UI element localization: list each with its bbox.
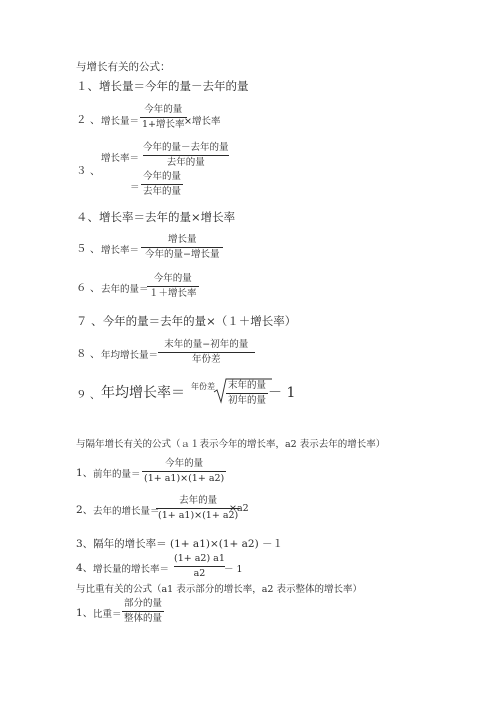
formula-8-lhs: 年均增长量＝ <box>101 350 159 361</box>
formula-5-lhs: 增长率＝ <box>101 245 140 256</box>
formula-2-denominator: 1+增长率 <box>142 118 185 130</box>
formula-9-label: ９ 、 <box>76 389 101 401</box>
formula-6-denominator: １＋增长率 <box>149 287 197 299</box>
formula-5-numerator: 增长量 <box>167 234 197 245</box>
formula-6-fraction <box>147 274 199 298</box>
formula-2-fraction <box>140 105 187 129</box>
formula-3-lhs: 增长率＝ <box>101 153 140 164</box>
formula-s2-1-numerator: 今年的量 <box>165 458 204 469</box>
formula-s2-4-denominator: a2 <box>174 566 226 579</box>
formula-3-denominator-1: 去年的量 <box>143 155 229 168</box>
formula-9-root-index: 年份差 <box>191 382 215 391</box>
formula-s3-1-denominator: 整体的量 <box>124 612 163 624</box>
formula-s2-4-label: 4、 <box>76 562 94 574</box>
formula-s2-1-fraction <box>142 459 226 483</box>
formula-s2-3: 3、隔年的增长率＝ (1+ a1)×(1+ a2) －１ <box>76 538 284 550</box>
formula-3-fraction-2 <box>141 172 183 196</box>
formula-2-numerator: 今年的量 <box>144 104 183 115</box>
formula-6-numerator: 今年的量 <box>153 273 192 284</box>
formula-s3-1-fraction <box>122 599 164 623</box>
formula-s2-4-tail: － 1 <box>224 564 243 575</box>
formula-2-lhs: 增长量＝ <box>101 116 140 127</box>
formula-2-tail: ×增长率 <box>184 116 221 127</box>
formula-s2-2-lhs: 去年的增长量＝ <box>93 506 160 517</box>
formula-6-label: ６ 、 <box>76 282 101 294</box>
formula-4: ４、增长率＝去年的量×增长率 <box>76 210 236 224</box>
formula-3-numerator-1: 今年的量－去年的量 <box>143 142 229 153</box>
formula-s2-2-tail: ×a2 <box>229 503 249 514</box>
formula-8-denominator: 年份差 <box>158 352 255 365</box>
section1-title: 与增长有关的公式： <box>76 61 171 73</box>
formula-s2-1-denominator: (1+ a1)×(1+ a2) <box>144 472 225 484</box>
formula-9-lhs: 年均增长率＝ <box>101 385 185 401</box>
formula-8-numerator: 末年的量−初年的量 <box>164 339 249 350</box>
formula-s2-2-denominator: (1+ a1)×(1+ a2) <box>158 509 239 521</box>
section3-title: 与比重有关的公式（a1 表示部分的增长率，a2 表示整体的增长率） <box>76 584 362 595</box>
formula-s3-1-numerator: 部分的量 <box>124 598 163 609</box>
formula-s3-1-lhs: 比重＝ <box>93 609 122 620</box>
formula-s2-1-label: 1、 <box>76 467 94 479</box>
formula-s2-2-fraction <box>156 496 240 520</box>
formula-3-fraction-1 <box>141 143 231 167</box>
formula-2-label: ２ 、 <box>76 114 101 126</box>
formula-1: １、增长量＝今年的量－去年的量 <box>76 79 249 93</box>
formula-8-fraction <box>158 340 255 364</box>
formula-s2-4-fraction <box>172 554 227 578</box>
formula-9-fraction <box>226 381 268 405</box>
section2-title: 与隔年增长有关的公式（ａ１表示今年的增长率，a2 表示去年的增长率） <box>76 439 386 450</box>
formula-s2-2-label: 2、 <box>76 504 94 516</box>
formula-s3-1-label: 1、 <box>76 607 94 619</box>
formula-3-label: ３ 、 <box>76 165 101 177</box>
formula-3-eq2: ＝ <box>130 182 140 193</box>
formula-5-label: ５ 、 <box>76 243 101 255</box>
formula-6-lhs: 去年的量＝ <box>101 284 149 295</box>
formula-5-denominator: 今年的量−增长量 <box>141 247 223 260</box>
formula-s2-4-numerator: (1+ a2) a1 <box>174 553 225 564</box>
formula-3-denominator-2: 去年的量 <box>143 185 182 197</box>
formula-5-fraction <box>141 235 223 259</box>
formula-9-tail: － 1 <box>268 385 296 401</box>
formula-3-numerator-2: 今年的量 <box>143 171 182 182</box>
formula-7: ７ 、今年的量＝去年的量×（１＋增长率） <box>76 314 297 328</box>
formula-8-label: ８ 、 <box>76 348 101 360</box>
formula-s2-4-lhs: 增长量的增长率＝ <box>93 564 170 575</box>
formula-9-denominator: 初年的量 <box>228 394 267 406</box>
formula-s2-2-numerator: 去年的量 <box>179 495 218 506</box>
formula-s2-1-lhs: 前年的量＝ <box>93 469 141 480</box>
formula-9-numerator: 末年的量 <box>228 380 267 391</box>
